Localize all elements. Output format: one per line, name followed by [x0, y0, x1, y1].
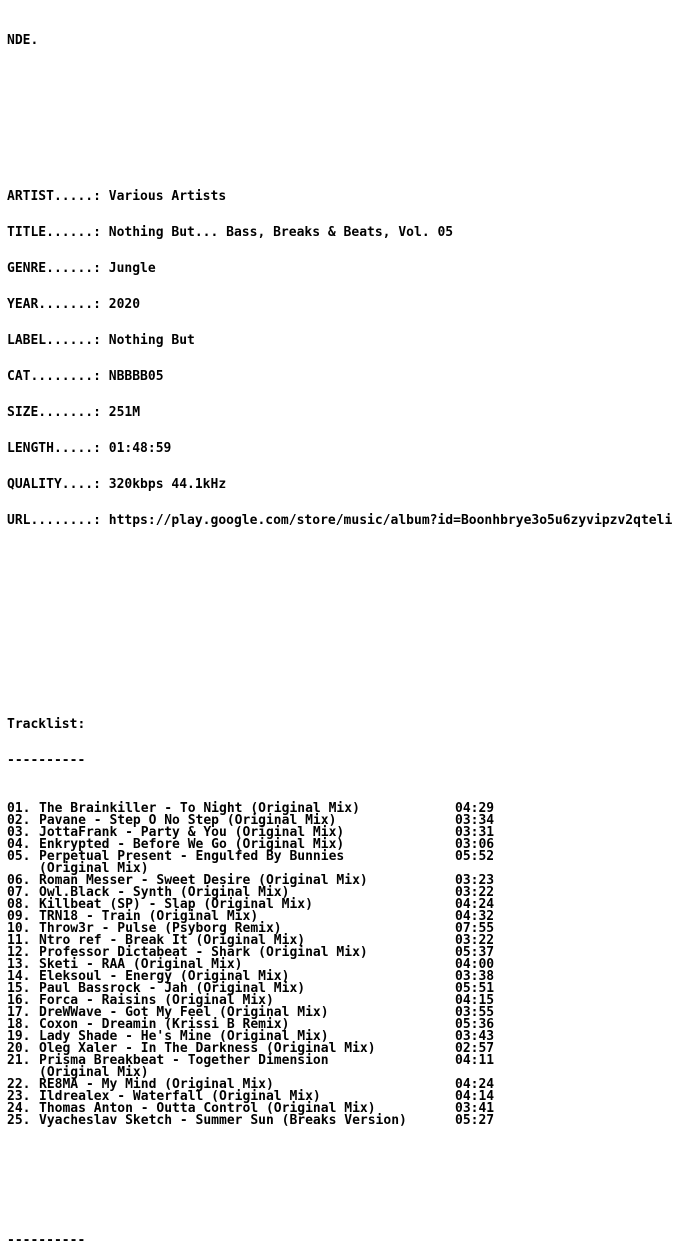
track-duration: 05:37: [455, 945, 495, 960]
info-key: SIZE.......:: [7, 405, 109, 420]
track-title: Killbeat (SP) - Slap (Original Mix): [39, 897, 313, 912]
info-key: QUALITY....:: [7, 477, 109, 492]
info-key: GENRE......:: [7, 261, 109, 276]
track-number: 07.: [7, 885, 31, 900]
info-key: TITLE......:: [7, 225, 109, 240]
track-title: Forca - Raisins (Original Mix): [39, 993, 274, 1008]
track-number: 13.: [7, 957, 31, 972]
track-number: 25.: [7, 1113, 31, 1128]
track-duration: 04:29: [455, 801, 495, 816]
info-row-url: [7, 515, 672, 527]
blank-line: [7, 107, 672, 119]
track-duration: 03:43: [455, 1029, 495, 1044]
info-value: Jungle: [108, 261, 156, 276]
track-title: RE8MA - My Mind (Original Mix): [39, 1077, 274, 1092]
info-value: 01:48:59: [108, 441, 172, 456]
track-duration: 03:22: [455, 885, 495, 900]
track-duration: 03:23: [455, 873, 495, 888]
tracklist-underline: ----------: [7, 753, 86, 768]
track-title: Throw3r - Pulse (Psyborg Remix): [39, 921, 282, 936]
track-duration: 04:11: [455, 1053, 495, 1068]
track-title: Professor Dictabeat - Shark (Original Mix): [39, 945, 368, 960]
track-number: 15.: [7, 981, 31, 996]
track-duration: 04:14: [455, 1089, 495, 1104]
track-title: Sketi - RAA (Original Mix): [39, 957, 243, 972]
track-duration: 05:27: [455, 1113, 495, 1128]
track-title: Coxon - Dreamin (Krissi B Remix): [39, 1017, 290, 1032]
info-row-size: [7, 407, 672, 419]
track-title: JottaFrank - Party & You (Original Mix): [39, 825, 345, 840]
info-row-length: [7, 443, 672, 455]
info-row-cat: [7, 371, 672, 383]
track-title: TRN18 - Train (Original Mix): [39, 909, 259, 924]
track-title: Lady Shade - He's Mine (Original Mix): [39, 1029, 329, 1044]
info-row-artist: [7, 191, 672, 203]
track-number: 03.: [7, 825, 31, 840]
blank-line: [7, 71, 672, 83]
info-value-url: https://play.google.com/store/music/album?id=Boonhbrye3o5u6zyvipzv2qteli: [108, 513, 673, 528]
track-number: 19.: [7, 1029, 31, 1044]
track-title: The Brainkiller - To Night (Original Mix): [39, 801, 360, 816]
track-number: 18.: [7, 1017, 31, 1032]
blank-line: [7, 671, 672, 683]
track-duration: 03:38: [455, 969, 495, 984]
info-row-title: [7, 227, 672, 239]
info-key: LABEL......:: [7, 333, 109, 348]
track-title: Oleg Xaler - In The Darkness (Original Mix): [39, 1041, 376, 1056]
blank-line: [7, 143, 672, 155]
track-duration: 02:57: [455, 1041, 495, 1056]
blank-line: [7, 1163, 672, 1175]
blank-line: [7, 599, 672, 611]
track-title: Prisma Breakbeat - Together Dimension: [39, 1053, 329, 1068]
blank-line: [7, 563, 672, 575]
track-duration: 03:31: [455, 825, 495, 840]
track-title-continuation: (Original Mix): [39, 1065, 149, 1080]
track-title: Ildrealex - Waterfall (Original Mix): [39, 1089, 321, 1104]
track-number: 21.: [7, 1053, 31, 1068]
track-number: 22.: [7, 1077, 31, 1092]
track-number: 24.: [7, 1101, 31, 1116]
track-title: Owl.Black - Synth (Original Mix): [39, 885, 290, 900]
track-number: 20.: [7, 1041, 31, 1056]
track-title: Perpetual Present - Engulfed By Bunnies: [39, 849, 345, 864]
track-number: 08.: [7, 897, 31, 912]
info-key: CAT........:: [7, 369, 109, 384]
track-duration: 03:34: [455, 813, 495, 828]
track-title: Roman Messer - Sweet Desire (Original Mix): [39, 873, 368, 888]
track-number: 10.: [7, 921, 31, 936]
track-duration: 03:06: [455, 837, 495, 852]
info-key: ARTIST.....:: [7, 189, 109, 204]
track-title: Ntro ref - Break It (Original Mix): [39, 933, 306, 948]
track-title: Vyacheslav Sketch - Summer Sun (Breaks Version): [39, 1113, 407, 1128]
track-number: 16.: [7, 993, 31, 1008]
track-duration: 04:32: [455, 909, 495, 924]
track-duration: 04:00: [455, 957, 495, 972]
info-row-year: [7, 299, 672, 311]
info-value: 320kbps 44.1kHz: [108, 477, 227, 492]
track-title: Eleksoul - Energy (Original Mix): [39, 969, 290, 984]
track-duration: 04:15: [455, 993, 495, 1008]
track-number: 01.: [7, 801, 31, 816]
blank-line: [7, 1199, 672, 1211]
tracklist-heading: Tracklist:: [7, 717, 86, 732]
info-row-quality: [7, 479, 672, 491]
track-title: Paul Bassrock - Jah (Original Mix): [39, 981, 306, 996]
track-duration: 03:41: [455, 1101, 495, 1116]
info-key: YEAR.......:: [7, 297, 109, 312]
track-number: 09.: [7, 909, 31, 924]
track-number: 06.: [7, 873, 31, 888]
info-key: URL........:: [7, 513, 109, 528]
track-duration: 05:52: [455, 849, 495, 864]
info-value: 2020: [108, 297, 141, 312]
track-number: 14.: [7, 969, 31, 984]
track-number: 23.: [7, 1089, 31, 1104]
info-key: LENGTH.....:: [7, 441, 109, 456]
blank-line: [7, 635, 672, 647]
track-duration: 03:55: [455, 1005, 495, 1020]
track-duration: 05:36: [455, 1017, 495, 1032]
info-value: 251M: [108, 405, 141, 420]
info-value: Various Artists: [108, 189, 227, 204]
track-duration: 03:22: [455, 933, 495, 948]
track-duration: 04:24: [455, 897, 495, 912]
track-duration: 07:55: [455, 921, 495, 936]
track-title: DreWWave - Got My Feel (Original Mix): [39, 1005, 329, 1020]
group-tag: NDE.: [7, 33, 39, 48]
track-number: 02.: [7, 813, 31, 828]
track-duration: 04:24: [455, 1077, 495, 1092]
info-value: Nothing But... Bass, Breaks & Beats, Vol. 05: [108, 225, 454, 240]
info-value: NBBBB05: [108, 369, 164, 384]
info-value: Nothing But: [108, 333, 195, 348]
track-duration: 05:51: [455, 981, 495, 996]
track-row: [7, 1115, 672, 1127]
track-title: Pavane - Step O No Step (Original Mix): [39, 813, 337, 828]
tracklist: [7, 803, 672, 1127]
track-title: Thomas Anton - Outta Control (Original Mix): [39, 1101, 376, 1116]
footer-divider: ----------: [7, 1233, 86, 1248]
track-number: 12.: [7, 945, 31, 960]
track-title: Enkrypted - Before We Go (Original Mix): [39, 837, 345, 852]
track-number: 17.: [7, 1005, 31, 1020]
track-number: 04.: [7, 837, 31, 852]
track-number: 11.: [7, 933, 31, 948]
info-row-genre: [7, 263, 672, 275]
info-row-label: [7, 335, 672, 347]
track-number: 05.: [7, 849, 31, 864]
track-title-continuation: (Original Mix): [39, 861, 149, 876]
nfo-text-document: [7, 11, 672, 1259]
